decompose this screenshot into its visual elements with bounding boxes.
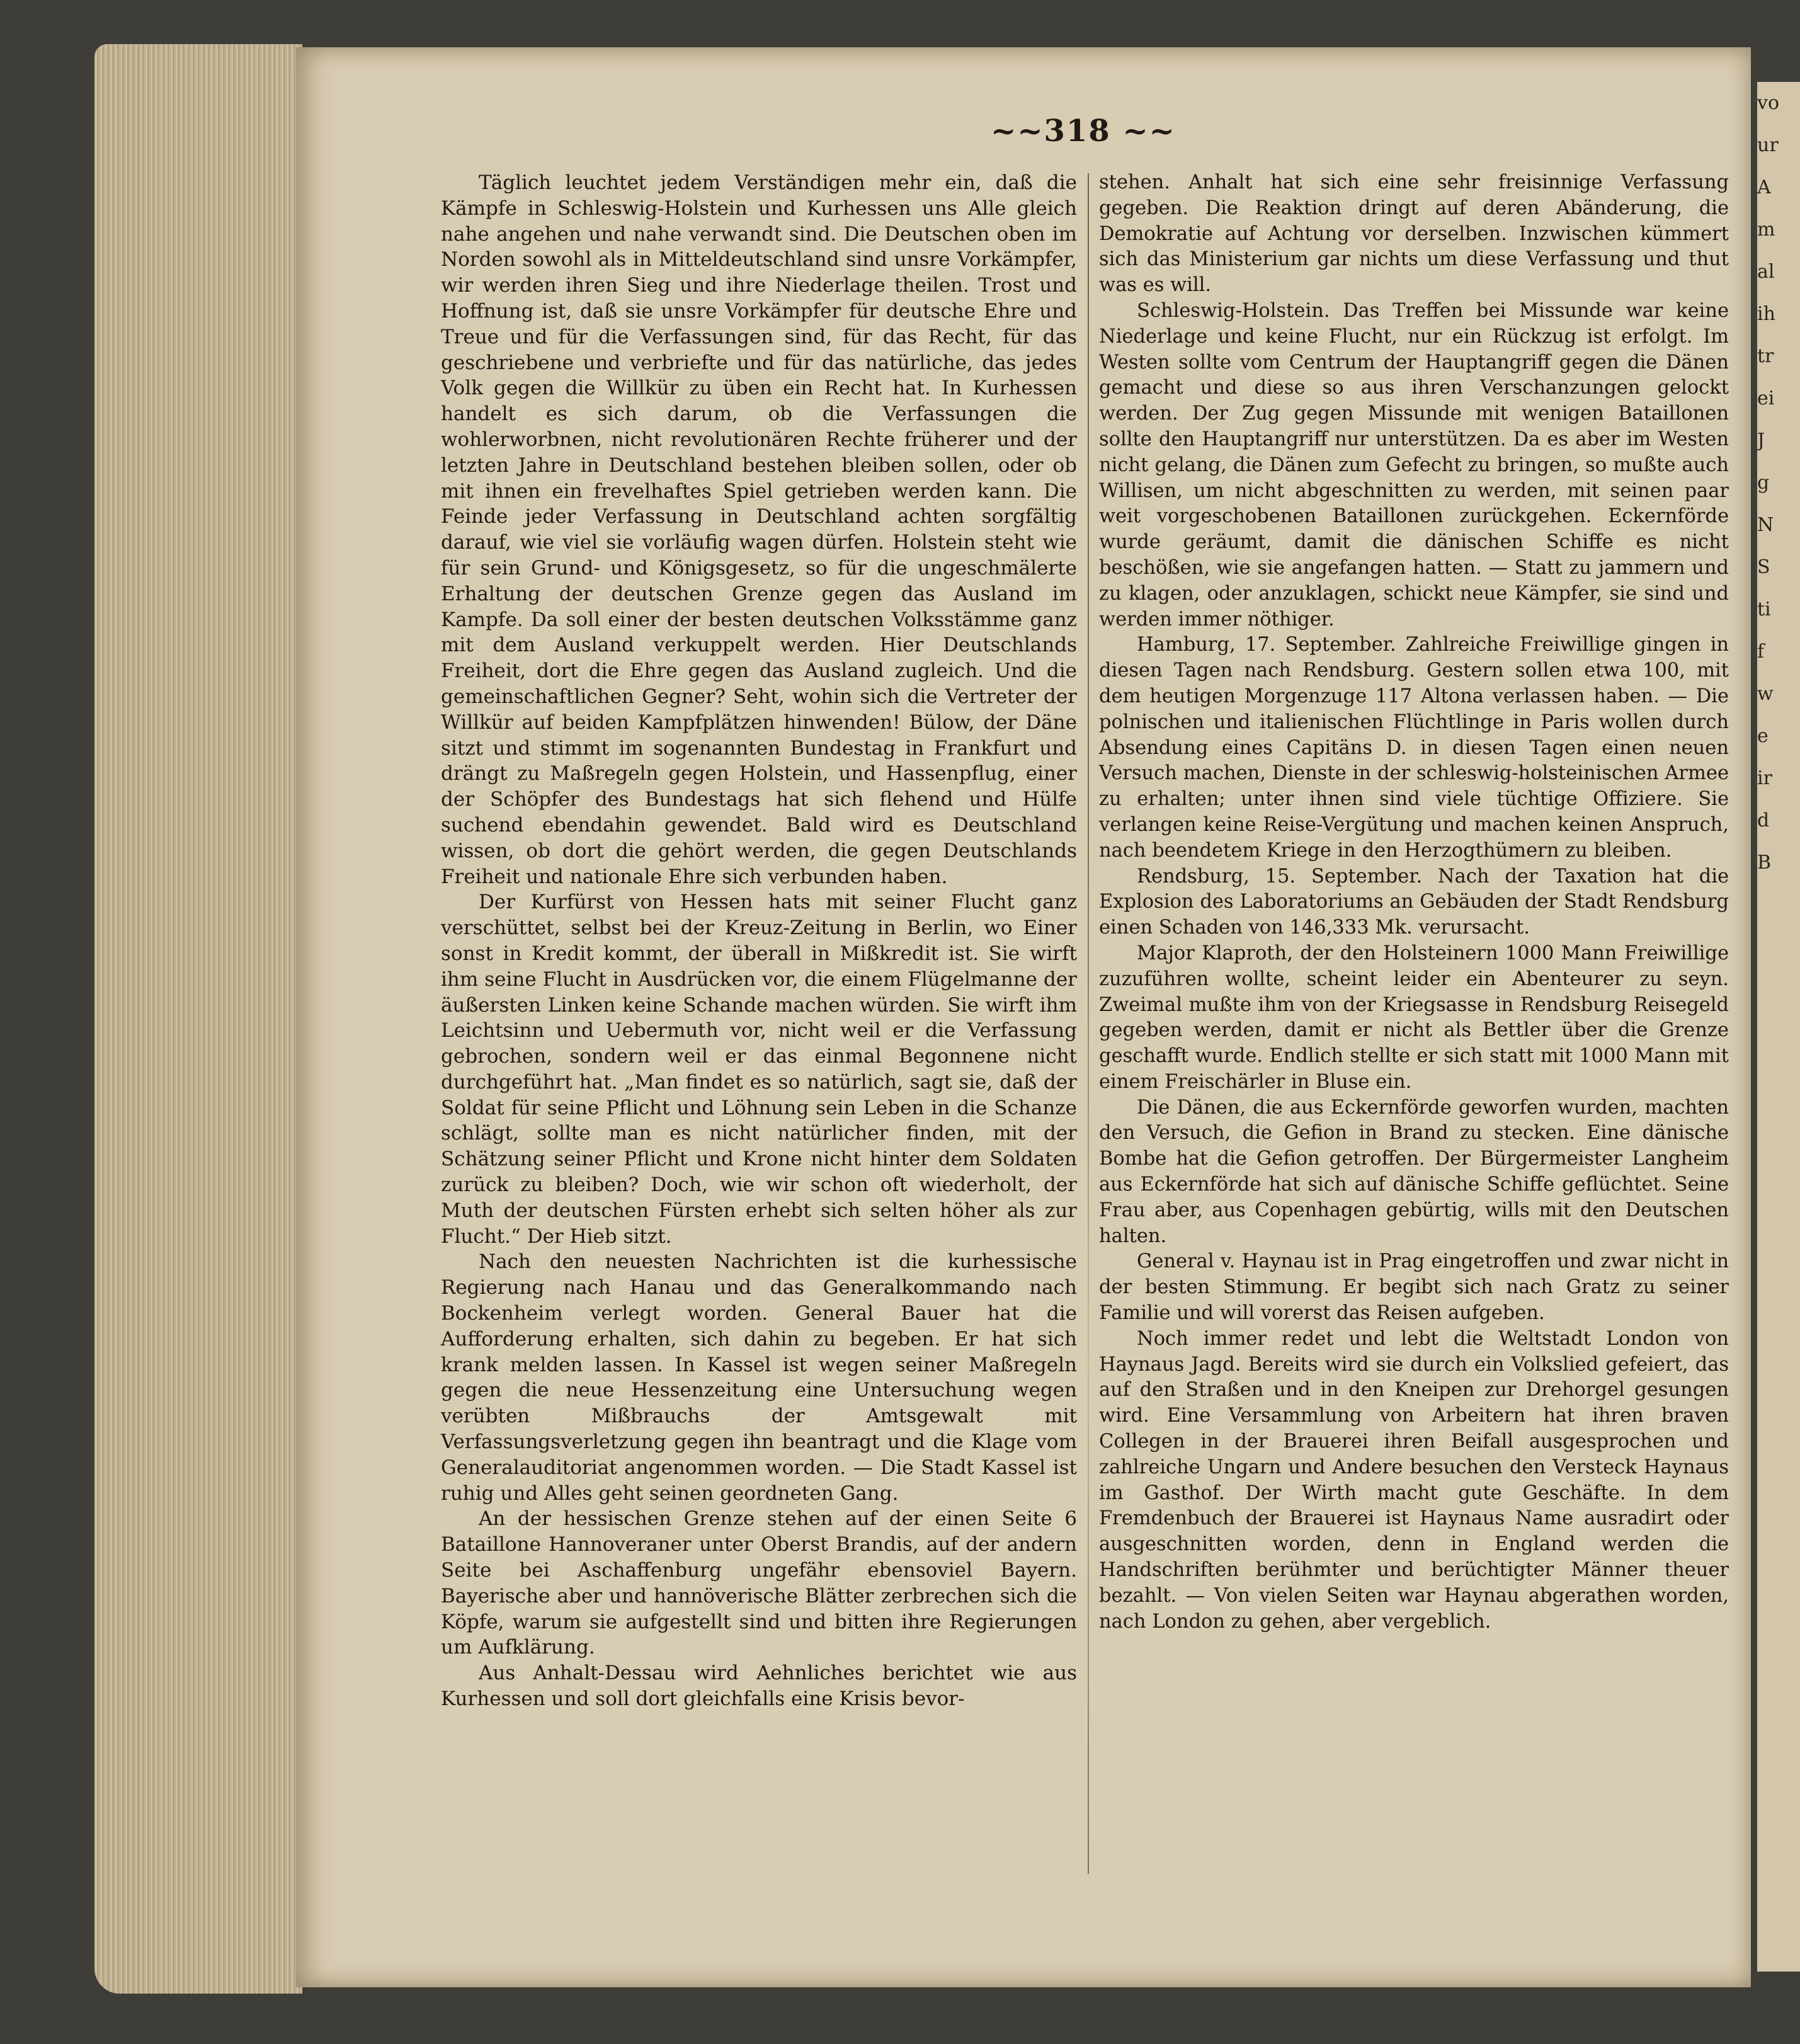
next-page-fragment: ei <box>1757 387 1775 409</box>
paragraph: Noch immer redet und lebt die Weltstadt London von Haynaus Jagd. Bereits wird sie durch ein Volkslied gefeiert, das auf den Straßen und in den Kneipen zur Drehorgel gesungen wird. Eine Versammlung von Arbeitern hat ihren braven Collegen in der Brauerei ihren Beifall ausgesprochen und zahlreiche Ungarn und Andere besuchen den Versteck Haynaus im Gasthof. Der Wirth macht gute Geschäfte. In dem Fremdenbuch der Brauerei ist Haynaus Name ausradirt oder ausgeschnitten worden, denn in England werden die Handschriften berühmter und berüchtigter Männer theuer bezahlt. — Von vielen Seiten war Haynau abgerathen worden, nach London zu gehen, aber vergeblich. <box>1099 1327 1729 1633</box>
next-page-fragment: w <box>1757 683 1774 705</box>
left-column <box>441 170 1077 1712</box>
next-page-fragment: tr <box>1757 345 1774 367</box>
dash-ornament-right: ~~ <box>1110 113 1176 149</box>
paragraph: Täglich leuchtet jedem Verständigen mehr ein, daß die Kämpfe in Schleswig-Holstein und Kurhessen uns Alle gleich nahe angehen und nahe verwandt sind. Die Deutschen oben im Norden sowohl als in Mitteldeutschland sind unsre Vorkämpfer, wir werden ihren Sieg und ihre Niederlage theilen. Trost und Hoffnung ist, daß sie unsre Vorkämpfer für deutsche Ehre und Treue und für die Verfassungen sind, für das Recht, für das geschriebene und verbriefte und für das natürliche, das jedes Volk gegen die Willkür zu üben ein Recht hat. In Kurhessen handelt es sich darum, ob die Verfassungen die wohlerworbnen, nicht revolutionären Rechte früherer und der letzten Jahre in Deutschland bestehen bleiben sollen, oder ob mit ihnen ein frevelhaftes Spiel getrieben werden kann. Die Feinde jeder Verfassung in Deutschland achten sorgfältig darauf, wie viel sie vorläufig wagen dürfen. Holstein steht wie für sein Grund- und Königsgesetz, so für die ungeschmälerte Erhaltung der deutschen Grenze gegen das Ausland im Kampfe. Da soll einer der besten deutschen Volksstämme ganz mit dem Ausland verkuppelt werden. Hier Deutschlands Freiheit, dort die Ehre gegen das Ausland zugleich. Und die gemeinschaftlichen Gegner? Seht, wohin sich die Vertreter der Willkür auf beiden Kampfplätzen hinwenden! Bülow, der Däne sitzt und stimmt im sogenannten Bundestag in Frankfurt und drängt zu Maßregeln gegen Holstein, und Hassenpflug, einer der Schöpfer des Bundestags hat sich flehend und Hülfe suchend ebendahin gewendet. Bald wird es Deutschland wissen, ob dort die gehört werden, die gegen Deutschlands Freiheit und nationale Ehre sich verbunden haben. <box>441 171 1077 888</box>
next-page-fragment: e <box>1757 725 1769 747</box>
next-page-fragment: al <box>1757 261 1775 283</box>
next-page-fragment: B <box>1757 852 1772 874</box>
next-page-edge <box>1757 82 1800 1972</box>
paragraph: Aus Anhalt-Dessau wird Aehnliches berichtet wie aus Kurhessen und soll dort gleichfalls eine Krisis bevor- <box>441 1662 1077 1711</box>
right-column <box>1099 170 1729 1635</box>
next-page-fragment: g <box>1757 472 1770 494</box>
page-number <box>964 113 1203 149</box>
column-divider <box>1088 173 1089 1874</box>
next-page-fragment: d <box>1757 809 1770 831</box>
next-page-fragment: ir <box>1757 767 1772 789</box>
paragraph: Rendsburg, 15. September. Nach der Taxation hat die Explosion des Laboratoriums an Gebäuden der Stadt Rendsburg einen Schaden von 146,333 Mk. verursacht. <box>1099 865 1729 939</box>
paragraph: Schleswig-Holstein. Das Treffen bei Missunde war keine Niederlage und keine Flucht, nur ein Rückzug ist erfolgt. Im Westen sollte vom Centrum der Hauptangriff gegen die Dänen gemacht und diese so aus ihren Verschanzungen gelockt werden. Der Zug gegen Missunde mit wenigen Bataillonen sollte den Hauptangriff nur unterstützen. Da es aber im Westen nicht gelang, die Dänen zum Gefecht zu bringen, so mußte auch Willisen, um nicht abgeschnitten zu werden, mit seinen paar weit vorgeschobenen Bataillonen zurückgehen. Eckernförde wurde geräumt, damit die dänischen Schiffe es nicht beschößen, wie sie angefangen hatten. — Statt zu jammern und zu klagen, oder anzuklagen, schickt neue Kämpfer, sie sind und werden immer nöthiger. <box>1099 299 1729 631</box>
page-number-value: 318 <box>1044 113 1111 149</box>
dash-ornament-left: ~~ <box>991 113 1044 149</box>
paragraph: Der Kurfürst von Hessen hats mit seiner Flucht ganz verschüttet, selbst bei der Kreuz-Zeitung in Berlin, wo Einer sonst in Kredit kommt, der überall in Mißkredit ist. Sie wirft ihm seine Flucht in Ausdrücken vor, die einem Flügelmanne der äußersten Linken keine Schande machen würden. Sie wirft ihm Leichtsinn und Uebermuth vor, nicht weil er die Verfassung gebrochen, sondern weil er das einmal Begonnene nicht durchgeführt hat. „Man findet es so natürlich, sagt sie, daß der Soldat für seine Pflicht und Löhnung sein Leben in die Schanze schlägt, sollte man es nicht natürlicher finden, mit der Schätzung seiner Pflicht und Krone nicht hinter dem Soldaten zurück zu bleiben? Doch, wie wir schon oft wiederholt, der Muth der deutschen Fürsten erhebt sich selten höher als zur Flucht.“ Der Hieb sitzt. <box>441 891 1077 1248</box>
next-page-fragment: ih <box>1757 303 1775 325</box>
next-page-fragment: vo <box>1757 92 1780 114</box>
next-page-fragment: J <box>1757 430 1765 452</box>
next-page-fragment: f <box>1757 641 1765 663</box>
paragraph: Die Dänen, die aus Eckernförde geworfen wurden, machten den Versuch, die Gefion in Brand zu stecken. Eine dänische Bombe hat die Gefion getroffen. Der Bürgermeister Langheim aus Eckernförde hat sich auf dänische Schiffe geflüchtet. Seine Frau aber, aus Copenhagen gebürtig, wills mit den Deutschen halten. <box>1099 1096 1729 1247</box>
paragraph: Hamburg, 17. September. Zahlreiche Freiwillige gingen in diesen Tagen nach Rendsburg. Gestern sollen etwa 100, mit dem heutigen Morgenzuge 117 Altona verlassen haben. — Die polnischen und italienischen Flüchtlinge in Paris wollen durch Absendung eines Capitäns D. in diesen Tagen einen neuen Versuch machen, Dienste in der schleswig-holsteinischen Armee zu erhalten; unter ihnen sind viele tüchtige Offiziere. Sie verlangen keine Reise-Vergütung und machen keinen Anspruch, nach beendetem Kriege in den Herzogthümern zu bleiben. <box>1099 634 1729 862</box>
paragraph: stehen. Anhalt hat sich eine sehr freisinnige Verfassung gegeben. Die Reaktion dringt auf deren Abänderung, die Demokratie auf Achtung vor derselben. Inzwischen kümmert sich das Ministerium gar nichts um diese Verfassung und thut was es will. <box>1099 171 1729 297</box>
paragraph: Major Klaproth, der den Holsteinern 1000 Mann Freiwillige zuzuführen wollte, scheint leider ein Abenteurer zu seyn. Zweimal mußte ihm von der Kriegsasse in Rendsburg Reisegeld gegeben werden, damit er nicht als Bettler über die Grenze geschafft wurde. Endlich stellte er sich statt mit 1000 Mann mit einem Freischärler in Bluse ein. <box>1099 942 1729 1093</box>
paragraph: Nach den neuesten Nachrichten ist die kurhessische Regierung nach Hanau und das Generalkommando nach Bockenheim verlegt worden. General Bauer hat die Aufforderung erhalten, sich dahin zu begeben. Er hat sich krank melden lassen. In Kassel ist wegen seiner Maßregeln gegen die neue Hessenzeitung eine Untersuchung wegen verübten Mißbrauchs der Amtsgewalt mit Verfassungsverletzung gegen ihn beantragt und die Klage vom Generalauditoriat angenommen worden. — Die Stadt Kassel ist ruhig und Alles geht seinen geordneten Gang. <box>441 1250 1077 1505</box>
next-page-fragment: m <box>1757 219 1775 241</box>
next-page-fragment: S <box>1757 556 1770 578</box>
book-page-edges <box>94 44 302 1994</box>
next-page-fragment: N <box>1757 514 1774 536</box>
next-page-fragment: ur <box>1757 134 1779 156</box>
next-page-fragment: A <box>1757 176 1771 198</box>
next-page-fragment: ti <box>1757 598 1771 620</box>
paragraph: General v. Haynau ist in Prag eingetroffen und zwar nicht in der besten Stimmung. Er begibt sich nach Gratz zu seiner Familie und will vorerst das Reisen aufgeben. <box>1099 1250 1729 1325</box>
paragraph: An der hessischen Grenze stehen auf der einen Seite 6 Bataillone Hannoveraner unter Oberst Brandis, auf der andern Seite bei Aschaffenburg ungefähr ebensoviel Bayern. Bayerische aber und hannöverische Blätter zerbrechen sich die Köpfe, warum sie aufgestellt sind und bitten ihre Regierungen um Aufklärung. <box>441 1507 1077 1659</box>
